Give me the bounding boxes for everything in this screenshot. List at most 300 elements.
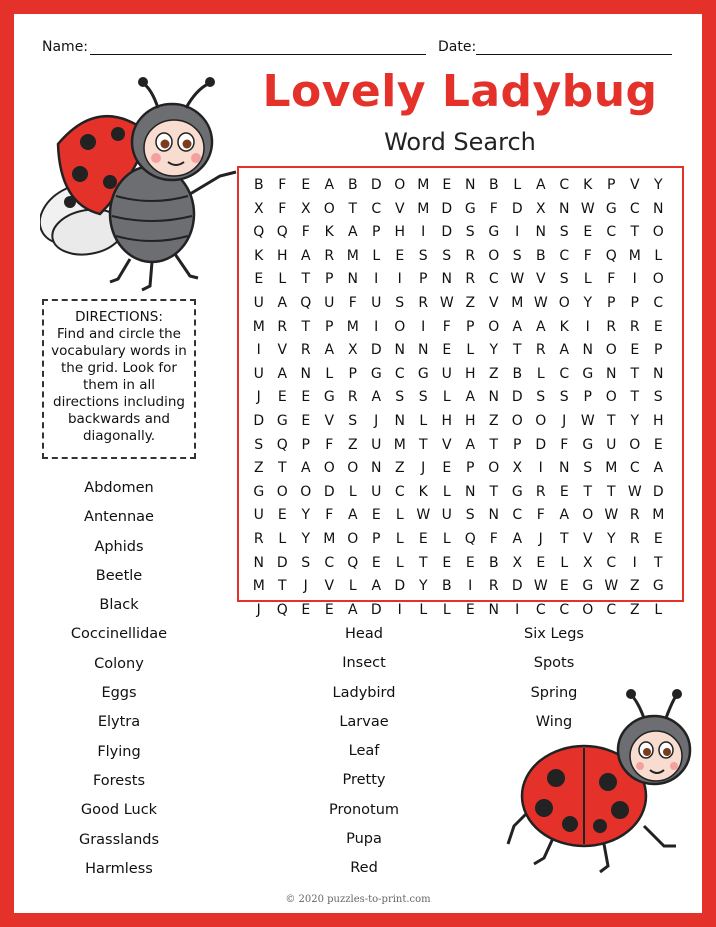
- grid-letter[interactable]: L: [583, 271, 592, 288]
- grid-letter[interactable]: F: [278, 200, 287, 217]
- grid-letter[interactable]: U: [253, 294, 264, 311]
- grid-letter[interactable]: B: [488, 554, 499, 571]
- grid-letter[interactable]: T: [418, 436, 428, 453]
- grid-letter[interactable]: Z: [253, 460, 264, 477]
- grid-letter[interactable]: T: [277, 460, 287, 477]
- grid-letter[interactable]: O: [488, 460, 500, 477]
- grid-letter[interactable]: U: [371, 483, 382, 500]
- grid-letter[interactable]: T: [301, 271, 311, 288]
- grid-letter[interactable]: N: [394, 412, 405, 429]
- grid-letter[interactable]: E: [371, 507, 381, 524]
- grid-letter[interactable]: O: [300, 483, 312, 500]
- grid-letter[interactable]: R: [629, 530, 640, 547]
- grid-letter[interactable]: F: [489, 200, 498, 217]
- grid-letter[interactable]: G: [605, 200, 617, 217]
- grid-letter[interactable]: S: [442, 247, 452, 264]
- grid-letter[interactable]: I: [632, 271, 637, 288]
- grid-letter[interactable]: L: [466, 342, 475, 359]
- grid-letter[interactable]: T: [348, 200, 358, 217]
- grid-letter[interactable]: R: [488, 578, 499, 595]
- grid-letter[interactable]: W: [604, 507, 619, 524]
- grid-letter[interactable]: X: [512, 554, 523, 571]
- grid-letter[interactable]: R: [535, 483, 546, 500]
- grid-letter[interactable]: L: [395, 507, 404, 524]
- grid-letter[interactable]: M: [323, 530, 336, 547]
- grid-letter[interactable]: P: [372, 224, 381, 241]
- grid-letter[interactable]: S: [348, 412, 358, 429]
- grid-letter[interactable]: U: [441, 365, 452, 382]
- grid-letter[interactable]: L: [442, 389, 451, 406]
- grid-letter[interactable]: Q: [253, 224, 265, 241]
- grid-letter[interactable]: B: [488, 177, 499, 193]
- grid-letter[interactable]: Q: [605, 247, 617, 264]
- grid-letter[interactable]: Z: [488, 412, 499, 429]
- grid-letter[interactable]: E: [559, 578, 569, 595]
- grid-letter[interactable]: V: [324, 412, 335, 429]
- grid-letter[interactable]: R: [253, 530, 264, 547]
- grid-letter[interactable]: P: [466, 460, 475, 477]
- grid-letter[interactable]: B: [441, 578, 452, 595]
- grid-letter[interactable]: G: [464, 200, 476, 217]
- grid-letter[interactable]: L: [442, 601, 451, 618]
- grid-letter[interactable]: N: [488, 601, 499, 618]
- grid-letter[interactable]: T: [653, 554, 663, 571]
- grid-letter[interactable]: T: [583, 483, 593, 500]
- grid-letter[interactable]: X: [300, 200, 311, 217]
- grid-letter[interactable]: Y: [606, 530, 616, 547]
- grid-letter[interactable]: P: [583, 389, 592, 406]
- grid-letter[interactable]: O: [582, 601, 594, 618]
- grid-letter[interactable]: K: [583, 177, 593, 193]
- grid-letter[interactable]: L: [513, 177, 522, 193]
- grid-letter[interactable]: U: [606, 436, 617, 453]
- grid-letter[interactable]: I: [632, 554, 637, 571]
- grid-letter[interactable]: L: [395, 554, 404, 571]
- grid-letter[interactable]: P: [607, 177, 616, 193]
- grid-letter[interactable]: U: [253, 365, 264, 382]
- name-line[interactable]: [90, 54, 426, 55]
- grid-letter[interactable]: C: [653, 294, 664, 311]
- grid-letter[interactable]: S: [583, 460, 593, 477]
- grid-letter[interactable]: B: [512, 365, 523, 382]
- grid-letter[interactable]: R: [418, 294, 429, 311]
- grid-letter[interactable]: I: [468, 578, 473, 595]
- grid-letter[interactable]: G: [511, 483, 523, 500]
- grid-letter[interactable]: P: [513, 436, 522, 453]
- grid-letter[interactable]: R: [347, 389, 358, 406]
- grid-letter[interactable]: L: [395, 530, 404, 547]
- grid-letter[interactable]: Z: [629, 601, 640, 618]
- grid-letter[interactable]: E: [653, 436, 663, 453]
- grid-letter[interactable]: S: [254, 436, 264, 453]
- grid-letter[interactable]: M: [511, 294, 524, 311]
- grid-letter[interactable]: A: [300, 247, 311, 264]
- grid-letter[interactable]: E: [277, 507, 287, 524]
- grid-letter[interactable]: L: [536, 365, 545, 382]
- grid-letter[interactable]: F: [301, 224, 310, 241]
- grid-letter[interactable]: A: [324, 177, 335, 193]
- grid-letter[interactable]: P: [607, 294, 616, 311]
- grid-letter[interactable]: E: [442, 554, 452, 571]
- grid-letter[interactable]: W: [580, 200, 595, 217]
- grid-letter[interactable]: M: [628, 247, 641, 264]
- grid-letter[interactable]: H: [652, 412, 664, 429]
- grid-letter[interactable]: T: [512, 342, 522, 359]
- grid-letter[interactable]: E: [371, 554, 381, 571]
- grid-letter[interactable]: S: [465, 224, 475, 241]
- grid-letter[interactable]: Z: [488, 365, 499, 382]
- grid-letter[interactable]: S: [512, 247, 522, 264]
- grid-letter[interactable]: A: [347, 224, 358, 241]
- grid-letter[interactable]: C: [394, 365, 405, 382]
- grid-letter[interactable]: Z: [347, 436, 358, 453]
- grid-letter[interactable]: T: [630, 224, 640, 241]
- grid-letter[interactable]: A: [371, 578, 382, 595]
- grid-letter[interactable]: E: [630, 342, 640, 359]
- grid-letter[interactable]: X: [347, 342, 358, 359]
- grid-letter[interactable]: F: [348, 294, 357, 311]
- grid-letter[interactable]: W: [580, 412, 595, 429]
- grid-letter[interactable]: E: [324, 601, 334, 618]
- grid-letter[interactable]: R: [606, 318, 617, 335]
- grid-letter[interactable]: W: [533, 294, 548, 311]
- grid-letter[interactable]: I: [374, 318, 379, 335]
- grid-letter[interactable]: F: [278, 177, 287, 193]
- grid-letter[interactable]: S: [559, 389, 569, 406]
- grid-letter[interactable]: L: [442, 483, 451, 500]
- grid-letter[interactable]: C: [629, 200, 640, 217]
- grid-letter[interactable]: G: [582, 365, 594, 382]
- grid-letter[interactable]: B: [535, 247, 546, 264]
- grid-letter[interactable]: J: [256, 389, 261, 406]
- grid-letter[interactable]: V: [629, 177, 640, 193]
- grid-letter[interactable]: E: [254, 271, 264, 288]
- grid-letter[interactable]: Y: [489, 342, 499, 359]
- grid-letter[interactable]: U: [441, 507, 452, 524]
- grid-letter[interactable]: M: [346, 318, 359, 335]
- grid-letter[interactable]: P: [654, 342, 663, 359]
- grid-letter[interactable]: O: [323, 460, 335, 477]
- grid-letter[interactable]: L: [348, 483, 357, 500]
- grid-letter[interactable]: Q: [347, 554, 359, 571]
- grid-letter[interactable]: I: [585, 318, 590, 335]
- grid-letter[interactable]: F: [442, 318, 451, 335]
- grid-letter[interactable]: C: [324, 554, 335, 571]
- grid-letter[interactable]: O: [347, 530, 359, 547]
- grid-letter[interactable]: M: [652, 507, 665, 524]
- grid-letter[interactable]: U: [253, 507, 264, 524]
- grid-letter[interactable]: X: [253, 200, 264, 217]
- grid-letter[interactable]: T: [559, 530, 569, 547]
- grid-letter[interactable]: Y: [630, 412, 640, 429]
- grid-letter[interactable]: I: [397, 601, 402, 618]
- grid-letter[interactable]: L: [419, 412, 428, 429]
- grid-letter[interactable]: E: [442, 177, 452, 193]
- grid-letter[interactable]: S: [559, 271, 569, 288]
- grid-letter[interactable]: T: [489, 483, 499, 500]
- grid-letter[interactable]: T: [606, 483, 616, 500]
- grid-letter[interactable]: O: [394, 318, 406, 335]
- grid-letter[interactable]: T: [606, 412, 616, 429]
- grid-letter[interactable]: D: [511, 578, 523, 595]
- grid-letter[interactable]: N: [253, 554, 264, 571]
- grid-letter[interactable]: E: [465, 601, 475, 618]
- grid-letter[interactable]: W: [533, 578, 548, 595]
- grid-letter[interactable]: F: [560, 436, 569, 453]
- grid-letter[interactable]: R: [324, 247, 335, 264]
- grid-letter[interactable]: N: [347, 271, 358, 288]
- grid-letter[interactable]: A: [324, 342, 335, 359]
- grid-letter[interactable]: U: [371, 436, 382, 453]
- grid-letter[interactable]: E: [301, 177, 311, 193]
- grid-letter[interactable]: W: [416, 507, 431, 524]
- grid-letter[interactable]: C: [559, 247, 570, 264]
- grid-letter[interactable]: A: [535, 318, 546, 335]
- grid-letter[interactable]: F: [325, 436, 334, 453]
- grid-letter[interactable]: A: [371, 389, 382, 406]
- grid-letter[interactable]: M: [417, 177, 430, 193]
- grid-letter[interactable]: G: [370, 365, 382, 382]
- grid-letter[interactable]: V: [535, 271, 546, 288]
- grid-letter[interactable]: S: [536, 389, 546, 406]
- grid-letter[interactable]: M: [417, 200, 430, 217]
- grid-letter[interactable]: L: [325, 365, 334, 382]
- grid-letter[interactable]: F: [325, 507, 334, 524]
- grid-letter[interactable]: C: [606, 554, 617, 571]
- grid-letter[interactable]: V: [394, 200, 405, 217]
- grid-letter[interactable]: E: [301, 389, 311, 406]
- grid-letter[interactable]: G: [582, 436, 594, 453]
- grid-letter[interactable]: J: [421, 460, 426, 477]
- grid-letter[interactable]: O: [488, 318, 500, 335]
- grid-letter[interactable]: W: [604, 578, 619, 595]
- grid-letter[interactable]: K: [254, 247, 264, 264]
- grid-letter[interactable]: S: [395, 294, 405, 311]
- grid-letter[interactable]: Y: [301, 530, 311, 547]
- grid-letter[interactable]: E: [442, 460, 452, 477]
- grid-letter[interactable]: F: [583, 247, 592, 264]
- grid-letter[interactable]: N: [394, 342, 405, 359]
- grid-letter[interactable]: W: [627, 483, 642, 500]
- grid-letter[interactable]: O: [394, 177, 406, 193]
- grid-letter[interactable]: I: [374, 271, 379, 288]
- grid-letter[interactable]: S: [418, 247, 428, 264]
- grid-letter[interactable]: R: [465, 247, 476, 264]
- grid-letter[interactable]: P: [419, 271, 428, 288]
- grid-letter[interactable]: O: [652, 271, 664, 288]
- grid-letter[interactable]: L: [654, 247, 663, 264]
- grid-letter[interactable]: E: [395, 247, 405, 264]
- grid-letter[interactable]: C: [559, 365, 570, 382]
- grid-letter[interactable]: V: [582, 530, 593, 547]
- grid-letter[interactable]: Z: [629, 578, 640, 595]
- grid-letter[interactable]: F: [489, 530, 498, 547]
- grid-letter[interactable]: G: [582, 578, 594, 595]
- grid-letter[interactable]: L: [278, 530, 287, 547]
- grid-letter[interactable]: I: [256, 342, 261, 359]
- grid-letter[interactable]: I: [397, 271, 402, 288]
- word-search-grid[interactable]: [247, 174, 670, 622]
- grid-letter[interactable]: L: [442, 530, 451, 547]
- grid-letter[interactable]: H: [464, 365, 476, 382]
- grid-letter[interactable]: I: [421, 318, 426, 335]
- grid-letter[interactable]: C: [606, 601, 617, 618]
- grid-letter[interactable]: F: [607, 271, 616, 288]
- grid-letter[interactable]: B: [347, 177, 358, 193]
- grid-letter[interactable]: Q: [276, 224, 288, 241]
- grid-letter[interactable]: A: [559, 507, 570, 524]
- grid-letter[interactable]: S: [653, 389, 663, 406]
- grid-letter[interactable]: T: [301, 318, 311, 335]
- grid-letter[interactable]: T: [489, 436, 499, 453]
- grid-letter[interactable]: B: [253, 177, 264, 193]
- grid-letter[interactable]: E: [559, 483, 569, 500]
- grid-letter[interactable]: K: [324, 224, 334, 241]
- grid-letter[interactable]: O: [558, 294, 570, 311]
- grid-letter[interactable]: D: [370, 342, 382, 359]
- grid-letter[interactable]: N: [465, 177, 476, 193]
- grid-letter[interactable]: N: [606, 365, 617, 382]
- grid-letter[interactable]: E: [301, 412, 311, 429]
- grid-letter[interactable]: N: [559, 200, 570, 217]
- grid-letter[interactable]: V: [488, 294, 499, 311]
- grid-letter[interactable]: W: [510, 271, 525, 288]
- date-line[interactable]: [476, 54, 672, 55]
- grid-letter[interactable]: Q: [276, 601, 288, 618]
- grid-letter[interactable]: A: [512, 318, 523, 335]
- grid-letter[interactable]: Q: [464, 530, 476, 547]
- grid-letter[interactable]: L: [419, 601, 428, 618]
- grid-letter[interactable]: D: [253, 412, 265, 429]
- grid-letter[interactable]: K: [559, 318, 569, 335]
- grid-letter[interactable]: T: [630, 365, 640, 382]
- grid-letter[interactable]: S: [395, 389, 405, 406]
- grid-letter[interactable]: P: [466, 318, 475, 335]
- grid-letter[interactable]: N: [488, 389, 499, 406]
- grid-letter[interactable]: G: [488, 224, 500, 241]
- grid-letter[interactable]: T: [630, 389, 640, 406]
- grid-letter[interactable]: J: [538, 530, 543, 547]
- grid-letter[interactable]: E: [653, 318, 663, 335]
- grid-letter[interactable]: C: [371, 200, 382, 217]
- grid-letter[interactable]: O: [488, 247, 500, 264]
- grid-letter[interactable]: N: [418, 342, 429, 359]
- grid-letter[interactable]: D: [441, 200, 453, 217]
- grid-letter[interactable]: E: [277, 389, 287, 406]
- grid-letter[interactable]: T: [277, 578, 287, 595]
- grid-letter[interactable]: A: [653, 460, 664, 477]
- grid-letter[interactable]: D: [394, 578, 406, 595]
- grid-letter[interactable]: C: [488, 271, 499, 288]
- grid-letter[interactable]: J: [562, 412, 567, 429]
- grid-letter[interactable]: A: [277, 294, 288, 311]
- grid-letter[interactable]: L: [654, 601, 663, 618]
- grid-letter[interactable]: A: [347, 601, 358, 618]
- grid-letter[interactable]: O: [605, 342, 617, 359]
- grid-letter[interactable]: L: [278, 271, 287, 288]
- grid-letter[interactable]: H: [394, 224, 406, 241]
- grid-letter[interactable]: L: [348, 578, 357, 595]
- grid-letter[interactable]: O: [347, 460, 359, 477]
- grid-letter[interactable]: O: [652, 224, 664, 241]
- grid-letter[interactable]: P: [372, 530, 381, 547]
- grid-letter[interactable]: L: [560, 554, 569, 571]
- grid-letter[interactable]: O: [276, 483, 288, 500]
- grid-letter[interactable]: R: [629, 507, 640, 524]
- grid-letter[interactable]: R: [535, 342, 546, 359]
- grid-letter[interactable]: E: [536, 554, 546, 571]
- grid-letter[interactable]: M: [605, 460, 618, 477]
- grid-letter[interactable]: E: [418, 530, 428, 547]
- grid-letter[interactable]: N: [582, 342, 593, 359]
- grid-letter[interactable]: C: [512, 507, 523, 524]
- grid-letter[interactable]: P: [325, 271, 334, 288]
- grid-letter[interactable]: I: [421, 224, 426, 241]
- grid-letter[interactable]: A: [465, 436, 476, 453]
- grid-letter[interactable]: S: [465, 507, 475, 524]
- grid-letter[interactable]: M: [393, 436, 406, 453]
- grid-letter[interactable]: Z: [394, 460, 405, 477]
- grid-letter[interactable]: L: [372, 247, 381, 264]
- grid-letter[interactable]: H: [441, 412, 453, 429]
- grid-letter[interactable]: H: [276, 247, 288, 264]
- grid-letter[interactable]: A: [347, 507, 358, 524]
- grid-letter[interactable]: X: [512, 460, 523, 477]
- grid-letter[interactable]: X: [535, 200, 546, 217]
- grid-letter[interactable]: Q: [276, 436, 288, 453]
- grid-letter[interactable]: O: [511, 412, 523, 429]
- grid-letter[interactable]: D: [511, 200, 523, 217]
- grid-letter[interactable]: C: [535, 601, 546, 618]
- grid-letter[interactable]: N: [488, 507, 499, 524]
- grid-letter[interactable]: N: [653, 200, 664, 217]
- grid-letter[interactable]: U: [371, 294, 382, 311]
- grid-letter[interactable]: P: [325, 318, 334, 335]
- grid-letter[interactable]: Y: [418, 578, 428, 595]
- grid-letter[interactable]: O: [535, 412, 547, 429]
- grid-letter[interactable]: Y: [583, 294, 593, 311]
- grid-letter[interactable]: E: [583, 224, 593, 241]
- grid-letter[interactable]: K: [418, 483, 428, 500]
- grid-letter[interactable]: C: [559, 601, 570, 618]
- grid-letter[interactable]: R: [465, 271, 476, 288]
- grid-letter[interactable]: D: [370, 177, 382, 193]
- grid-letter[interactable]: I: [538, 460, 543, 477]
- grid-letter[interactable]: J: [303, 578, 308, 595]
- grid-letter[interactable]: E: [301, 601, 311, 618]
- grid-letter[interactable]: V: [324, 578, 335, 595]
- grid-letter[interactable]: T: [418, 554, 428, 571]
- grid-letter[interactable]: G: [323, 389, 335, 406]
- grid-letter[interactable]: O: [605, 389, 617, 406]
- grid-letter[interactable]: V: [441, 436, 452, 453]
- grid-letter[interactable]: D: [535, 436, 547, 453]
- grid-letter[interactable]: N: [535, 224, 546, 241]
- grid-letter[interactable]: E: [653, 530, 663, 547]
- grid-letter[interactable]: D: [652, 483, 664, 500]
- grid-letter[interactable]: X: [582, 554, 593, 571]
- grid-letter[interactable]: C: [629, 460, 640, 477]
- grid-letter[interactable]: O: [582, 507, 594, 524]
- grid-letter[interactable]: E: [442, 342, 452, 359]
- grid-letter[interactable]: R: [300, 342, 311, 359]
- grid-letter[interactable]: C: [394, 483, 405, 500]
- grid-letter[interactable]: A: [535, 177, 546, 193]
- grid-letter[interactable]: V: [277, 342, 288, 359]
- grid-letter[interactable]: A: [559, 342, 570, 359]
- grid-letter[interactable]: S: [418, 389, 428, 406]
- grid-letter[interactable]: I: [515, 601, 520, 618]
